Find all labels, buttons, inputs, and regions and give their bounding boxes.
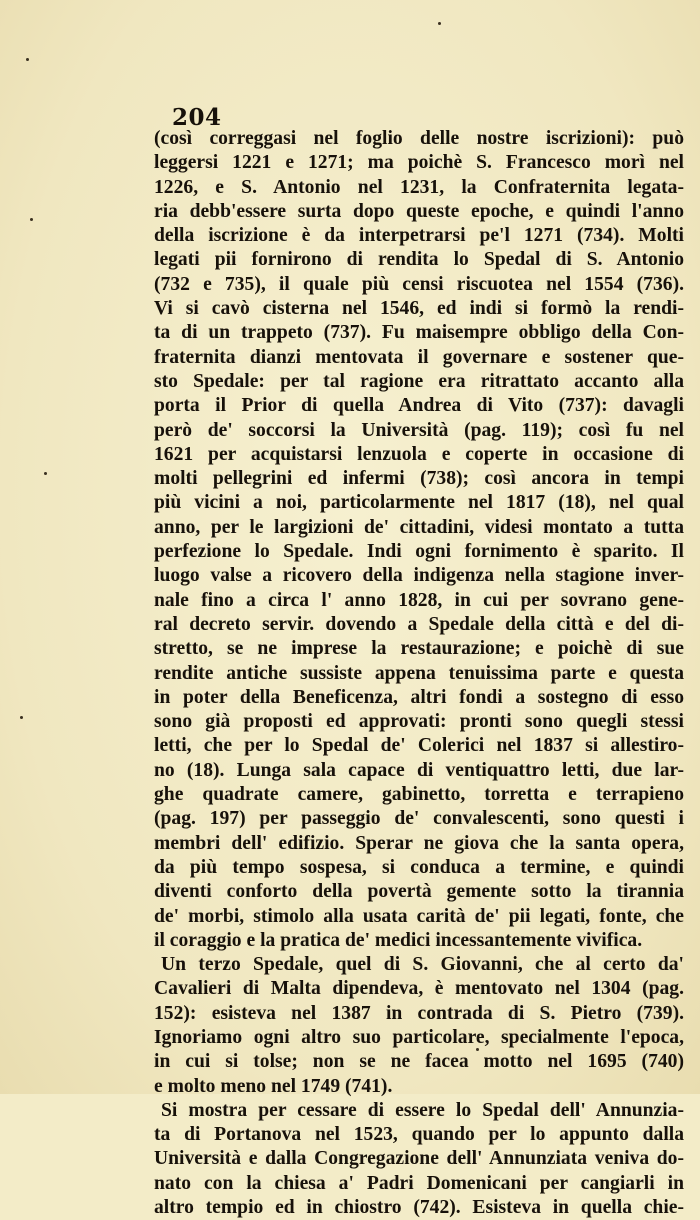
- text-line: nale fino a circa l' anno 1828, in cui per sovrano gene-: [154, 589, 684, 611]
- text-line: anno, per le largizioni de' cittadini, videsi montato a tutta: [154, 516, 684, 538]
- text-line: ta di Portanova nel 1523, quando per lo appunto dalla: [154, 1124, 684, 1146]
- text-line: (732 e 735), il quale più censi riscuotea nel 1554 (736).: [154, 273, 684, 295]
- ink-speck: [44, 472, 47, 475]
- text-line: Cavalieri di Malta dipendeva, è mentovato nel 1304 (pag.: [154, 978, 684, 1000]
- text-line: 1226, e S. Antonio nel 1231, la Confraternita legata-: [154, 176, 684, 198]
- text-line: stretto, se ne imprese la restaurazione; e poichè di sue: [154, 638, 684, 660]
- text-line: perfezione lo Spedale. Indi ogni fornimento è sparito. Il: [154, 541, 684, 563]
- ink-speck: [26, 58, 29, 61]
- text-line: 152): esisteva nel 1387 in contrada di S. Pietro (739).: [154, 1002, 684, 1024]
- text-line: da più tempo sospesa, si conduca a termine, e quindi: [154, 856, 684, 878]
- text-line: Si mostra per cessare di essere lo Spedal dell' Annunzia-: [161, 1099, 684, 1121]
- text-line: della iscrizione è da interpetrarsi pe'l 1271 (734). Molti: [154, 225, 684, 247]
- body-text: [154, 127, 684, 1220]
- text-line: e molto meno nel 1749 (741).: [154, 1075, 393, 1097]
- text-line: Vi si cavò cisterna nel 1546, ed indi si formò la rendi-: [154, 298, 684, 320]
- text-line: il coraggio e la pratica de' medici incessantemente vivifica.: [154, 929, 643, 951]
- text-line: ta di un trappeto (737). Fu maisempre obbligo della Con-: [154, 322, 684, 344]
- text-line: molti pellegrini ed infermi (738); così ancora in tempi: [154, 468, 684, 490]
- text-line: più vicini a noi, particolarmente nel 1817 (18), nel qual: [154, 492, 684, 514]
- text-line: ria debb'essere surta dopo queste epoche, e quindi l'anno: [154, 200, 684, 222]
- text-line: letti, che per lo Spedal de' Colerici nel 1837 si allestiro-: [154, 735, 684, 757]
- text-line: (così correggasi nel foglio delle nostre iscrizioni): può: [154, 128, 684, 149]
- text-line: in cui si tolse; non se ne facea motto nel 1695 (740): [154, 1051, 684, 1073]
- text-line: Università e dalla Congregazione dell' Annunziata veniva do-: [154, 1148, 684, 1170]
- text-line: altro tempio ed in chiostro (742). Esisteva in quella chie-: [154, 1197, 684, 1219]
- text-line: Ignoriamo ogni altro suo particolare, specialmente l'epoca,: [154, 1026, 684, 1048]
- text-line: luogo valse a ricovero della indigenza nella stagione inver-: [154, 565, 684, 587]
- text-line: rendite antiche sussiste appena tenuissima parte e questa: [154, 662, 684, 684]
- ink-speck: [20, 716, 23, 719]
- ink-speck: [438, 22, 441, 25]
- text-line: no (18). Lunga sala capace di ventiquattro letti, due lar-: [154, 759, 684, 781]
- text-line: però de' soccorsi la Università (pag. 119); così fu nel: [154, 419, 684, 441]
- text-line: ral decreto servir. dovendo a Spedale della città e del di-: [154, 613, 684, 635]
- text-line: de' morbi, stimolo alla usata carità de' pii legati, fonte, che: [154, 905, 684, 927]
- text-line: 1621 per acquistarsi lenzuola e coperte in occasione di: [154, 443, 684, 465]
- text-line: fraternita dianzi mentovata il governare e sostener que-: [154, 346, 684, 368]
- text-line: membri dell' edifizio. Sperar ne giova che la santa opera,: [154, 832, 684, 854]
- text-line: sto Spedale: per tal ragione era ritrattato accanto alla: [154, 370, 684, 392]
- text-line: sono già proposti ed approvati: pronti sono quegli stessi: [154, 711, 684, 733]
- text-line: leggersi 1221 e 1271; ma poichè S. Francesco morì nel: [154, 152, 684, 174]
- text-line: legati pii fornirono di rendita lo Spedal di S. Antonio: [154, 249, 684, 271]
- text-line: (pag. 197) per passeggio de' convalescenti, sono questi i: [154, 808, 684, 830]
- ink-speck: [30, 218, 33, 221]
- text-line: ghe quadrate camere, gabinetto, torretta e terrapieno: [154, 784, 684, 806]
- text-line: diventi conforto della povertà gemente sotto la tirannia: [154, 881, 684, 903]
- text-line: in poter della Beneficenza, altri fondi a sostegno di esso: [154, 686, 684, 708]
- page-number: 204: [172, 104, 222, 131]
- text-line: porta il Prior di quella Andrea di Vito (737): davagli: [154, 395, 684, 417]
- text-line: nato con la chiesa a' Padri Domenicani per cangiarli in: [154, 1172, 684, 1194]
- text-line: Un terzo Spedale, quel di S. Giovanni, che al certo da': [161, 954, 684, 976]
